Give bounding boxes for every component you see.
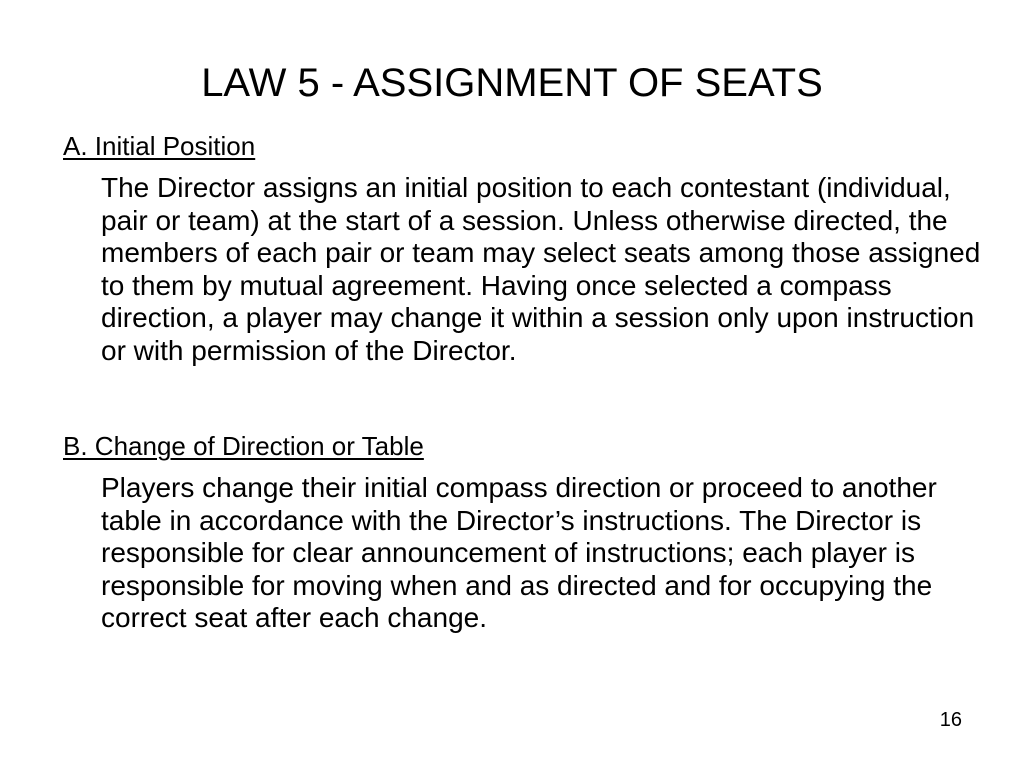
page-number: 16 — [939, 709, 962, 731]
section-body-change-of-direction: Players change their initial compass direction or proceed to another table in accordance with the Director’s instructions. The Director is responsible for clear announcement of instructions; each player is responsible for moving when and as directed and for occupying the correct seat after each change. — [101, 472, 937, 633]
section-heading-change-of-direction: B. Change of Direction or Table — [63, 431, 424, 461]
section-heading-initial-position: A. Initial Position — [63, 131, 256, 161]
section-body-initial-position: The Director assigns an initial position to each contestant (individual, pair or team) at the start of a session. Unless otherwise directed, the members of each pair or team may select seats among those assigned to them by mutual agreement. Having once selected a compass direction, a player may change it within a session only upon instruction or with permission of the Director. — [101, 172, 981, 366]
slide-title: LAW 5 - ASSIGNMENT OF SEATS — [201, 61, 823, 105]
